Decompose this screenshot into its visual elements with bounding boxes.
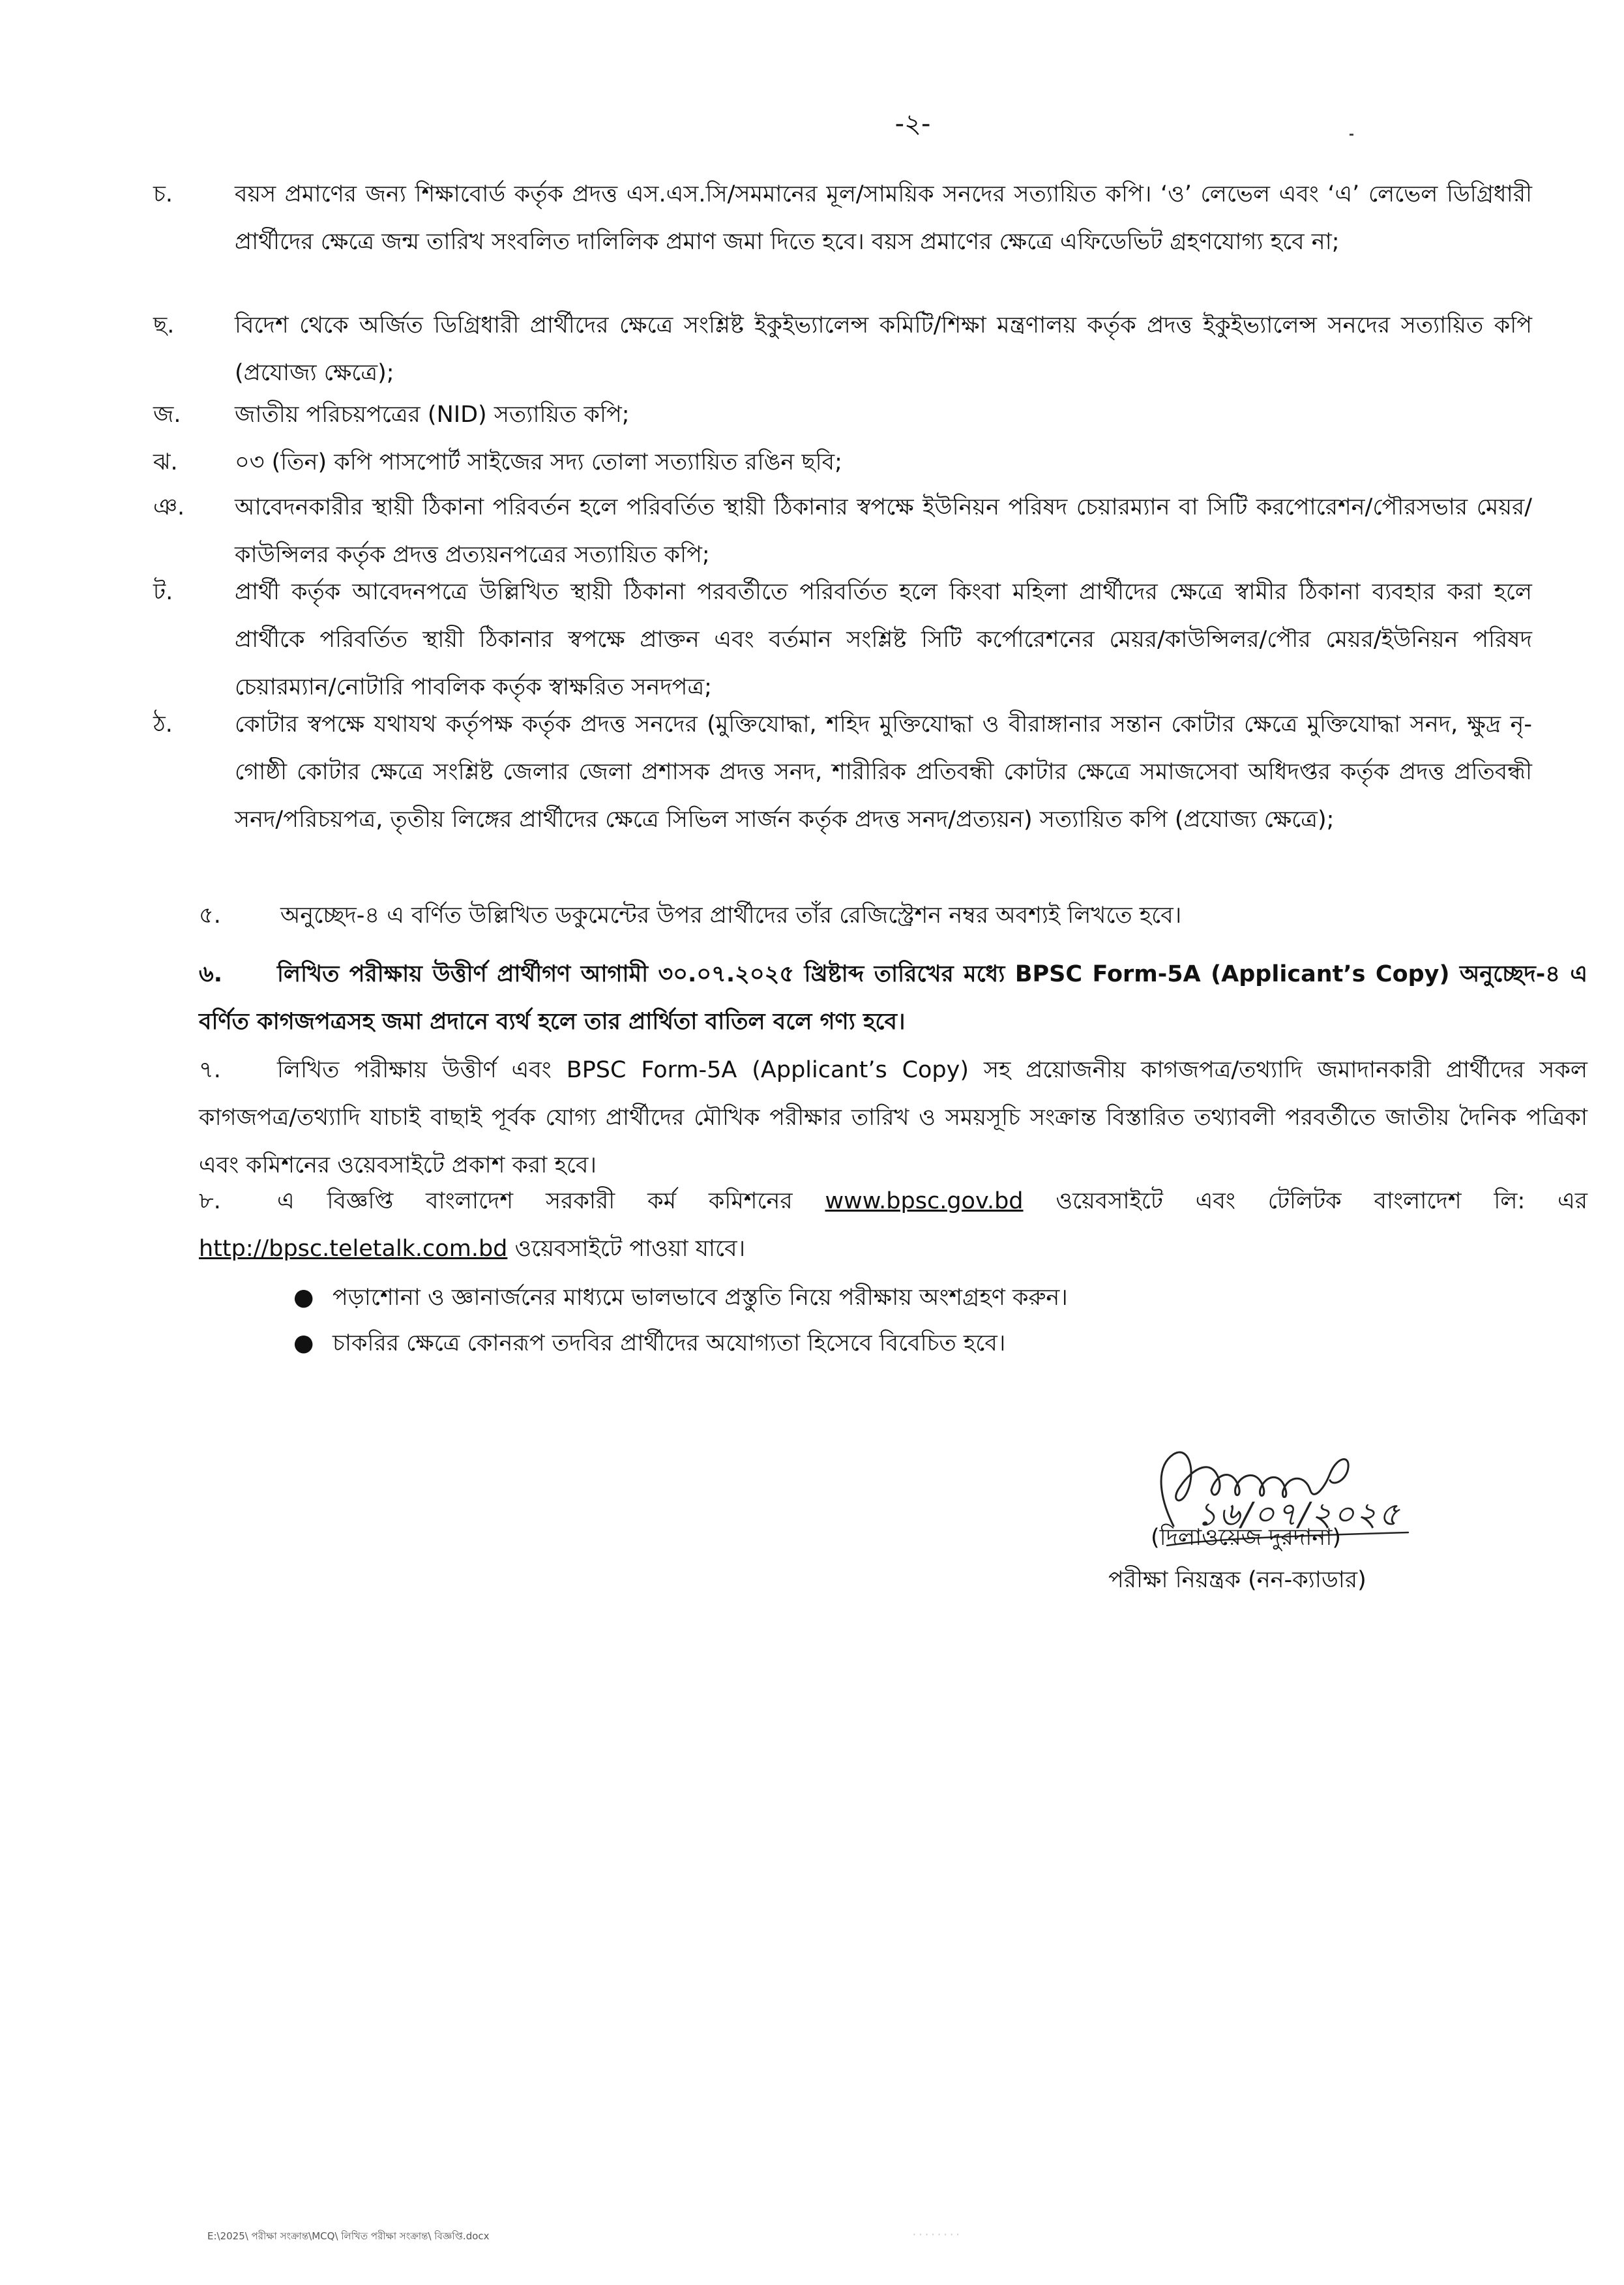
list-item-text: বিদেশ থেকে অর্জিত ডিগ্রিধারী প্রার্থীদের ক্ষেত্রে সংশ্লিষ্ট ইকুইভ্যালেন্স কমিটি/শিক্ষা মন্ত্রণালয় কর্তৃক প্রদত্ত ইকুইভ্যালেন্স সনদের সত্যায়িত কপি (প্রযোজ্য ক্ষেত্রে);	[235, 312, 1532, 386]
paragraph-8	[199, 1178, 1587, 1273]
list-item-cha	[153, 171, 1532, 266]
list-marker: জ.	[153, 402, 181, 428]
bullet-text: চাকরির ক্ষেত্রে কোনরূপ তদবির প্রার্থীদের অযোগ্যতা হিসেবে বিবেচিত হবে।	[332, 1330, 1006, 1356]
signatory-title: পরীক্ষা নিয়ন্ত্রক (নন-ক্যাডার)	[1108, 1567, 1366, 1593]
list-item-ta	[153, 569, 1532, 711]
paragraph-marker: ৬.	[199, 961, 223, 987]
list-item-text: কোটার স্বপক্ষে যথাযথ কর্তৃপক্ষ কর্তৃক প্রদত্ত সনদের (মুক্তিযোদ্ধা, শহিদ মুক্তিযোদ্ধা ও বীরাঙ্গানার সন্তান কোটার ক্ষেত্রে মুক্তিযোদ্ধা সনদ, ক্ষুদ্র নৃ-গোষ্ঠী কোটার ক্ষেত্রে সংশ্লিষ্ট জেলার জেলা প্রশাসক প্রদত্ত সনদ, শারীরিক প্রতিবন্ধী কোটার ক্ষেত্রে সমাজসেবা অধিদপ্তর কর্তৃক প্রদত্ত প্রতিবন্ধী সনদ/পরিচয়পত্র, তৃতীয় লিঙ্গের প্রার্থীদের ক্ষেত্রে সিভিল সার্জন কর্তৃক প্রদত্ত সনদ/প্রত্যয়ন) সত্যায়িত কপি (প্রযোজ্য ক্ষেত্রে);	[235, 711, 1532, 833]
paragraph-text: লিখিত পরীক্ষায় উত্তীর্ণ এবং BPSC Form-5A (Applicant’s Copy) সহ প্রয়োজনীয় কাগজপত্র/তথ্যাদি জমাদানকারী প্রার্থীদের সকল কাগজপত্র/তথ্যাদি যাচাই বাছাই পূর্বক যোগ্য প্রার্থীদের মৌখিক পরীক্ষার তারিখ ও সময়সূচি সংক্রান্ত বিস্তারিত তথ্যাবলী পরবর্তীতে জাতীয় দৈনিক পত্রিকা এবং কমিশনের ওয়েবসাইটে প্রকাশ করা হবে।	[199, 1057, 1587, 1178]
list-item-text: আবেদনকারীর স্থায়ী ঠিকানা পরিবর্তন হলে পরিবর্তিত স্থায়ী ঠিকানার স্বপক্ষে ইউনিয়ন পরিষদ চেয়ারম্যান বা সিটি করপোরেশন/পৌরসভার মেয়র/কাউন্সিলর কর্তৃক প্রদত্ত প্রত্যয়নপত্রের সত্যায়িত কপি;	[235, 494, 1532, 568]
bullet-text: পড়াশোনা ও জ্ঞানার্জনের মাধ্যমে ভালভাবে প্রস্তুতি নিয়ে পরীক্ষায় অংশগ্রহণ করুন।	[332, 1285, 1068, 1311]
list-marker: ছ.	[153, 312, 175, 338]
signature-date: ১৬/০৭/২০২৫	[1196, 1495, 1401, 1533]
list-item-tha	[153, 701, 1532, 844]
list-item-jha	[153, 439, 1532, 486]
paragraph-7	[199, 1047, 1587, 1189]
list-item-text: বয়স প্রমাণের জন্য শিক্ষাবোর্ড কর্তৃক প্রদত্ত এস.এস.সি/সমমানের মূল/সাময়িক সনদের সত্যায়িত কপি। ‘ও’ লেভেল এবং ‘এ’ লেভেল ডিগ্রিধারী প্রার্থীদের ক্ষেত্রে জন্ম তারিখ সংবলিত দালিলিক প্রমাণ জমা দিতে হবে। বয়স প্রমাণের ক্ষেত্রে এফিডেভিট গ্রহণযোগ্য হবে না;	[235, 181, 1532, 255]
paragraph-text: অনুচ্ছেদ-৪ এ বর্ণিত উল্লিখিত ডকুমেন্টের উপর প্রার্থীদের তাঁর রেজিস্ট্রেশন নম্বর অবশ্যই লিখতে হবে।	[280, 903, 1182, 929]
list-marker: চ.	[153, 181, 173, 207]
paragraph-text: ওয়েবসাইটে পাওয়া যাবে।	[507, 1236, 746, 1262]
paragraph-text: লিখিত পরীক্ষায় উত্তীর্ণ প্রার্থীগণ আগামী ৩০.০৭.২০২৫ খ্রিষ্টাব্দ তারিখের মধ্যে BPSC Form-5A (Applicant’s Copy) অনুচ্ছেদ-৪ এ বর্ণিত কাগজপত্রসহ জমা প্রদানে ব্যর্থ হলে তার প্রার্থিতা বাতিল বলে গণ্য হবে।	[199, 961, 1587, 1035]
paragraph-5	[199, 892, 1532, 940]
scan-artifact	[1350, 134, 1353, 136]
bullet-item-1	[293, 1275, 1571, 1321]
list-item-nya	[153, 484, 1532, 579]
list-marker: ট.	[153, 579, 173, 605]
list-item-ja	[153, 391, 1532, 439]
footer-faded-text: · · · · · · · ·	[913, 2229, 960, 2241]
paragraph-marker: ৭.	[199, 1057, 221, 1083]
paragraph-text: ওয়েবসাইটে এবং টেলিটক বাংলাদেশ লি: এর	[1023, 1188, 1587, 1214]
paragraph-marker: ৮.	[199, 1188, 221, 1214]
list-marker: ঝ.	[153, 449, 178, 475]
bullet-dot-icon: ●	[293, 1330, 314, 1356]
teletalk-website-link[interactable]: http://bpsc.teletalk.com.bd	[199, 1236, 508, 1262]
list-item-chha	[153, 302, 1532, 397]
signatory-name: (দিলাওয়েজ দুরদানা)	[1151, 1525, 1342, 1551]
footer-file-path: E:\2025\ পরীক্ষা সংক্রান্ত\MCQ\ লিখিত পরীক্ষা সংক্রান্ত\ বিজ্ঞপ্তি.docx	[207, 2230, 490, 2242]
list-item-text: ০৩ (তিন) কপি পাসপোর্ট সাইজের সদ্য তোলা সত্যায়িত রঙিন ছবি;	[235, 449, 842, 475]
list-marker: ঠ.	[153, 711, 173, 738]
list-item-text: প্রার্থী কর্তৃক আবেদনপত্রে উল্লিখিত স্থায়ী ঠিকানা পরবর্তীতে পরিবর্তিত হলে কিংবা মহিলা প্রার্থীদের ক্ষেত্রে স্বামীর ঠিকানা ব্যবহার করা হলে প্রার্থীকে পরিবর্তিত স্থায়ী ঠিকানার স্বপক্ষে প্রাক্তন এবং বর্তমান সংশ্লিষ্ট সিটি কর্পোরেশনের মেয়র/কাউন্সিলর/পৌর মেয়র/ইউনিয়ন পরিষদ চেয়ারম্যান/নোটারি পাবলিক কর্তৃক স্বাক্ষরিত সনদপত্র;	[235, 579, 1532, 700]
bullet-dot-icon: ●	[293, 1284, 314, 1311]
paragraph-6	[199, 951, 1587, 1046]
paragraph-text: এ বিজ্ঞপ্তি বাংলাদেশ সরকারী কর্ম কমিশনের	[277, 1188, 825, 1214]
list-marker: ঞ.	[153, 494, 185, 520]
page-number: -২-	[894, 109, 931, 139]
list-item-text: জাতীয় পরিচয়পত্রের (NID) সত্যায়িত কপি;	[235, 402, 630, 428]
paragraph-marker: ৫.	[199, 903, 221, 929]
bpsc-website-link[interactable]: www.bpsc.gov.bd	[825, 1188, 1024, 1214]
bullet-item-2	[293, 1321, 1571, 1366]
